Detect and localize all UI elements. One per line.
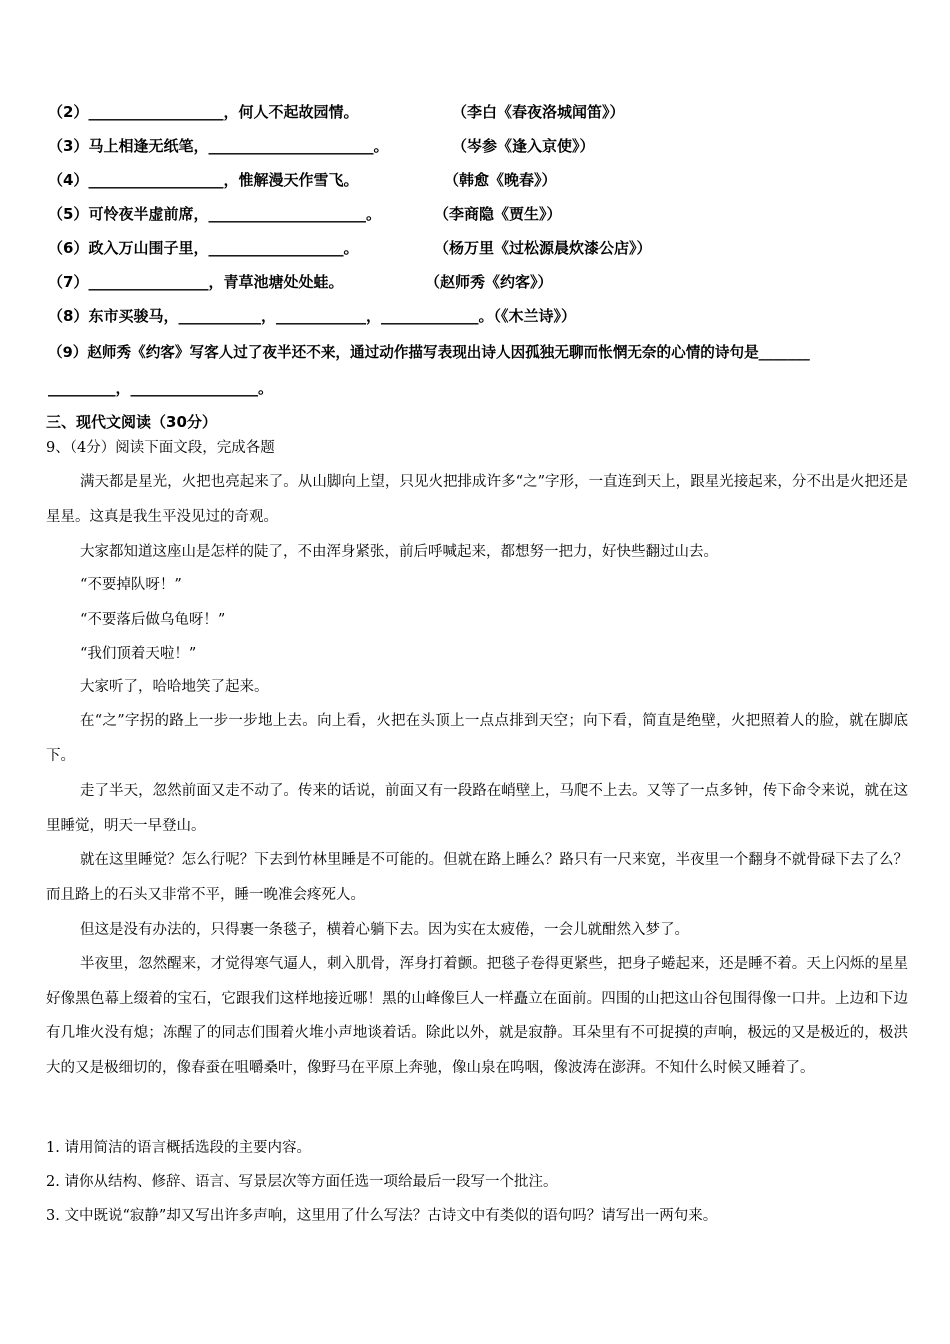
fill-item-number: （7） bbox=[48, 273, 89, 291]
fill-item-9-line1: （9）赵师秀《约客》写客人过了夜半还不来，通过动作描写表现出诗人因孤独无聊而怅惘无奈的心情的诗句是_______ bbox=[48, 344, 810, 361]
question-number: 1. bbox=[46, 1140, 60, 1156]
question-text: 文中既说“寂静”却又写出许多声响，这里用了什么写法？古诗文中有类似的语句吗？请写出一两句来。 bbox=[64, 1208, 718, 1224]
fill-item-2-source: （李白《春夜洛城闻笛》） bbox=[452, 103, 625, 121]
question-header: 9、（4分）阅读下面文段，完成各题 bbox=[46, 440, 275, 456]
question-number: 3. bbox=[46, 1208, 60, 1224]
fill-item-number: （6） bbox=[48, 239, 89, 257]
question-text: 请用简洁的语言概括选段的主要内容。 bbox=[64, 1140, 311, 1156]
fill-item-7 bbox=[48, 271, 343, 295]
fill-item-6-source: （杨万里《过松源晨炊漆公店》） bbox=[434, 239, 652, 257]
fill-item-4-source: （韩愈《晚春》） bbox=[444, 171, 557, 189]
fill-item-number: （8） bbox=[48, 307, 89, 325]
passage-quote-1: “不要掉队呀！” bbox=[80, 577, 182, 593]
passage-paragraph-8: 半夜里，忽然醒来，才觉得寒气逼人，刺入肌骨，浑身打着颤。把毯子卷得更紧些，把身子蜷起来，还是睡不着。天上闪烁的星星好像黑色幕上缀着的宝石，它跟我们这样地接近哪！黑的山峰像巨人一样矗立在面前。四围的山把这山谷包围得像一口井。上边和下边有几堆火没有熄；冻醒了的同志们围着火堆小声地谈着话。除此以外，就是寂静。耳朵里有不可捉摸的声响，极远的又是极近的，极洪大的又是极细切的，像春蚕在咀嚼桑叶，像野马在平原上奔驰，像山泉在呜咽，像波涛在澎湃。不知什么时候又睡着了。 bbox=[46, 956, 908, 1077]
fill-item-number: （5） bbox=[48, 205, 89, 223]
passage-paragraph-3: 大家听了，哈哈地笑了起来。 bbox=[80, 679, 269, 695]
fill-item-text: 东市买骏马，___________，____________，_____________。（《木兰诗》） bbox=[88, 307, 576, 325]
question-1 bbox=[46, 1136, 311, 1157]
question-text: 请你从结构、修辞、语言、写景层次等方面任选一项给最后一段写一个批注。 bbox=[64, 1174, 558, 1190]
fill-item-3-source: （岑参《逢入京使》） bbox=[452, 137, 595, 155]
fill-item-text: __________________，惟解漫天作雪飞。 bbox=[88, 171, 359, 189]
fill-item-text: ________________，青草池塘处处蛙。 bbox=[88, 273, 344, 291]
fill-item-number: （3） bbox=[48, 137, 89, 155]
fill-item-7-source: （赵师秀《约客》） bbox=[425, 273, 553, 291]
passage-paragraph-7: 但这是没有办法的，只得裹一条毯子，横着心躺下去。因为实在太疲倦，一会儿就酣然入梦了。 bbox=[80, 922, 689, 938]
passage-paragraph-1: 满天都是星光，火把也亮起来了。从山脚向上望，只见火把排成许多“之”字形，一直连到天上，跟星光接起来，分不出是火把还是星星。这真是我生平没见过的奇观。 bbox=[46, 474, 908, 525]
passage-paragraph-5: 走了半天，忽然前面又走不动了。传来的话说，前面又有一段路在峭壁上，马爬不上去。又等了一点多钟，传下命令来说，就在这里睡觉，明天一早登山。 bbox=[46, 783, 908, 834]
passage-paragraph-4: 在“之”字拐的路上一步一步地上去。向上看，火把在头顶上一点点排到天空；向下看，简直是绝壁，火把照着人的脸，就在脚底下。 bbox=[46, 713, 908, 764]
fill-item-number: （4） bbox=[48, 171, 89, 189]
fill-item-8 bbox=[48, 305, 576, 329]
fill-item-5-source: （李商隐《贾生》） bbox=[434, 205, 562, 223]
passage-paragraph-6: 就在这里睡觉？怎么行呢？下去到竹林里睡是不可能的。但就在路上睡么？路只有一尺来宽，半夜里一个翻身不就骨碌下去了么？而且路上的石头又非常不平，睡一晚准会疼死人。 bbox=[46, 852, 908, 903]
fill-item-4 bbox=[48, 169, 358, 193]
fill-item-3 bbox=[48, 135, 388, 159]
passage-quote-2: “不要落后做乌龟呀！” bbox=[80, 612, 226, 628]
fill-item-text: 马上相逢无纸笔，______________________。 bbox=[88, 137, 389, 155]
fill-item-5 bbox=[48, 203, 381, 227]
passage-quote-3: “我们顶着天啦！” bbox=[80, 646, 197, 662]
question-number: 2. bbox=[46, 1174, 60, 1190]
fill-item-text: 政入万山围子里，__________________。 bbox=[88, 239, 359, 257]
fill-item-6 bbox=[48, 237, 358, 261]
fill-item-text: 可怜夜半虚前席，_____________________。 bbox=[88, 205, 381, 223]
fill-item-2 bbox=[48, 101, 358, 125]
section-title: 三、现代文阅读（30分） bbox=[46, 413, 217, 431]
passage-paragraph-2: 大家都知道这座山是怎样的陡了，不由浑身紧张，前后呼喊起来，都想努一把力，好快些翻过山去。 bbox=[80, 544, 718, 560]
question-2 bbox=[46, 1170, 557, 1191]
fill-item-text: __________________，何人不起故园情。 bbox=[88, 103, 359, 121]
fill-item-number: （2） bbox=[48, 103, 89, 121]
fill-item-9-line2: _________，_________________。 bbox=[48, 379, 274, 397]
question-3 bbox=[46, 1204, 717, 1225]
